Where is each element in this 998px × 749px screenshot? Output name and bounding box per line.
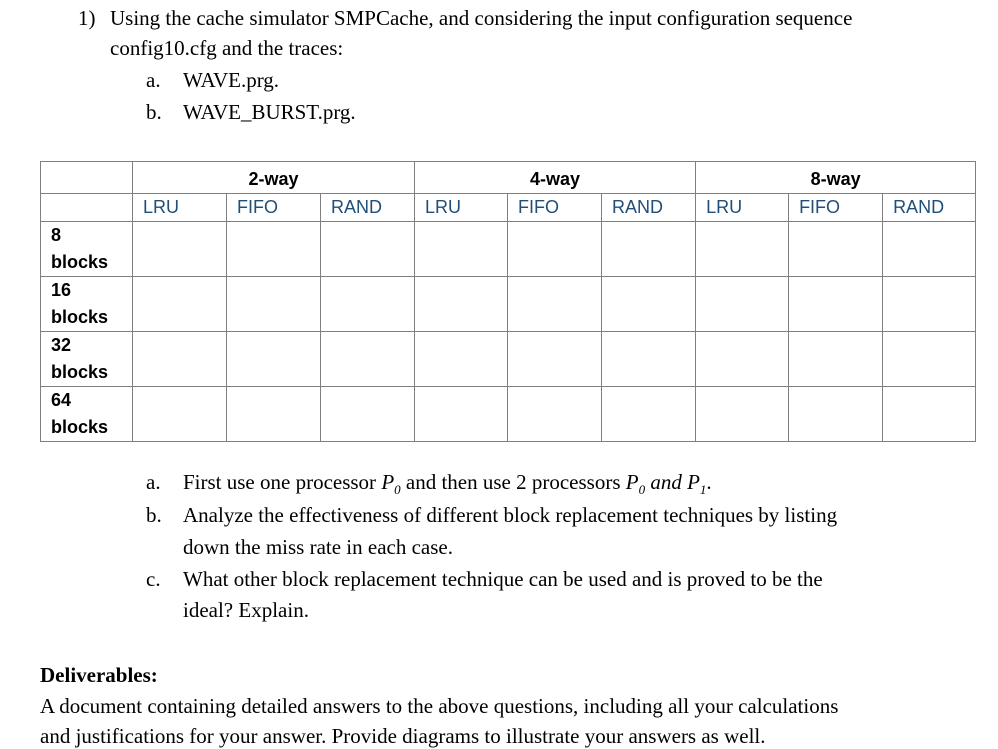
table-policy-row xyxy=(41,194,976,222)
table-cell[interactable] xyxy=(696,222,789,277)
table-cell[interactable] xyxy=(508,387,602,442)
subquestion-label: b. xyxy=(146,503,162,527)
policy-header: FIFO xyxy=(227,194,321,222)
table-cell[interactable] xyxy=(133,387,227,442)
question-number: 1) xyxy=(78,6,96,30)
table-corner-cell xyxy=(41,162,133,194)
subquestion-b-text-line2: down the miss rate in each case. xyxy=(183,535,453,559)
table-cell[interactable] xyxy=(415,332,508,387)
subquestion-label: c. xyxy=(146,567,161,591)
table-row xyxy=(41,332,976,387)
table-header-row xyxy=(41,162,976,194)
table-cell[interactable] xyxy=(133,277,227,332)
question-text-line2: config10.cfg and the traces: xyxy=(110,36,344,60)
row-header: 8 blocks xyxy=(41,222,133,277)
table-cell[interactable] xyxy=(696,332,789,387)
table-cell[interactable] xyxy=(133,222,227,277)
table-cell[interactable] xyxy=(415,387,508,442)
policy-header: FIFO xyxy=(789,194,883,222)
table-cell[interactable] xyxy=(321,387,415,442)
results-table xyxy=(40,161,976,442)
processor-p1: $P_1$ xyxy=(687,470,707,498)
table-cell[interactable] xyxy=(227,222,321,277)
table-cell[interactable] xyxy=(508,277,602,332)
group-header-8way: 8-way xyxy=(696,162,976,194)
table-row xyxy=(41,277,976,332)
table-cell[interactable] xyxy=(321,222,415,277)
group-header-4way: 4-way xyxy=(415,162,696,194)
subquestion-text-line1: What other block replacement technique can be used and is proved to be the xyxy=(183,567,823,591)
table-cell[interactable] xyxy=(227,332,321,387)
table-cell[interactable] xyxy=(789,277,883,332)
subquestion-text-line1: Analyze the effectiveness of different block replacement techniques by listing xyxy=(183,503,838,527)
table-cell[interactable] xyxy=(602,277,696,332)
table-cell[interactable] xyxy=(883,387,976,442)
table-cell[interactable] xyxy=(602,332,696,387)
subquestion-label: a. xyxy=(146,470,161,494)
deliverables-heading: Deliverables: xyxy=(40,663,158,687)
deliverables-text-line2: and justifications for your answer. Provide diagrams to illustrate your answers as well. xyxy=(40,724,766,748)
group-header-2way: 2-way xyxy=(133,162,415,194)
policy-header: LRU xyxy=(133,194,227,222)
processor-p0: $P_0$ xyxy=(625,470,646,498)
table-cell[interactable] xyxy=(883,332,976,387)
table-cell[interactable] xyxy=(415,277,508,332)
table-cell[interactable] xyxy=(227,277,321,332)
policy-header: LRU xyxy=(415,194,508,222)
deliverables-text-line1: A document containing detailed answers to the above questions, including all your calculations xyxy=(40,694,839,718)
table-cell[interactable] xyxy=(602,222,696,277)
policy-header: RAND xyxy=(321,194,415,222)
table-cell[interactable] xyxy=(321,277,415,332)
table-cell[interactable] xyxy=(696,277,789,332)
row-header: 64 blocks xyxy=(41,387,133,442)
policy-header: LRU xyxy=(696,194,789,222)
table-cell[interactable] xyxy=(508,222,602,277)
subquestion-c-text-line2: ideal? Explain. xyxy=(183,598,309,622)
table-cell[interactable] xyxy=(883,277,976,332)
subquestion-text: First use one processor $P_0$ and then use 2 processors $P_0$ and $P_1$. xyxy=(183,470,712,498)
table-cell[interactable] xyxy=(789,387,883,442)
trace-name: WAVE_BURST.prg. xyxy=(183,100,356,124)
table-cell[interactable] xyxy=(321,332,415,387)
table-corner-cell xyxy=(41,194,133,222)
table-row xyxy=(41,387,976,442)
table-cell[interactable] xyxy=(883,222,976,277)
table-cell[interactable] xyxy=(696,387,789,442)
table-cell[interactable] xyxy=(227,387,321,442)
question-text-line1: Using the cache simulator SMPCache, and considering the input configuration sequence xyxy=(110,6,853,30)
trace-label: a. xyxy=(146,68,161,92)
policy-header: RAND xyxy=(602,194,696,222)
table-cell[interactable] xyxy=(508,332,602,387)
table-cell[interactable] xyxy=(789,332,883,387)
row-header: 32 blocks xyxy=(41,332,133,387)
table-cell[interactable] xyxy=(602,387,696,442)
table-cell[interactable] xyxy=(133,332,227,387)
table-cell[interactable] xyxy=(789,222,883,277)
table-row xyxy=(41,222,976,277)
policy-header: RAND xyxy=(883,194,976,222)
trace-label: b. xyxy=(146,100,162,124)
row-header: 16 blocks xyxy=(41,277,133,332)
table-cell[interactable] xyxy=(415,222,508,277)
processor-p0: $P_0$ xyxy=(381,470,401,498)
policy-header: FIFO xyxy=(508,194,602,222)
trace-name: WAVE.prg. xyxy=(183,68,280,92)
